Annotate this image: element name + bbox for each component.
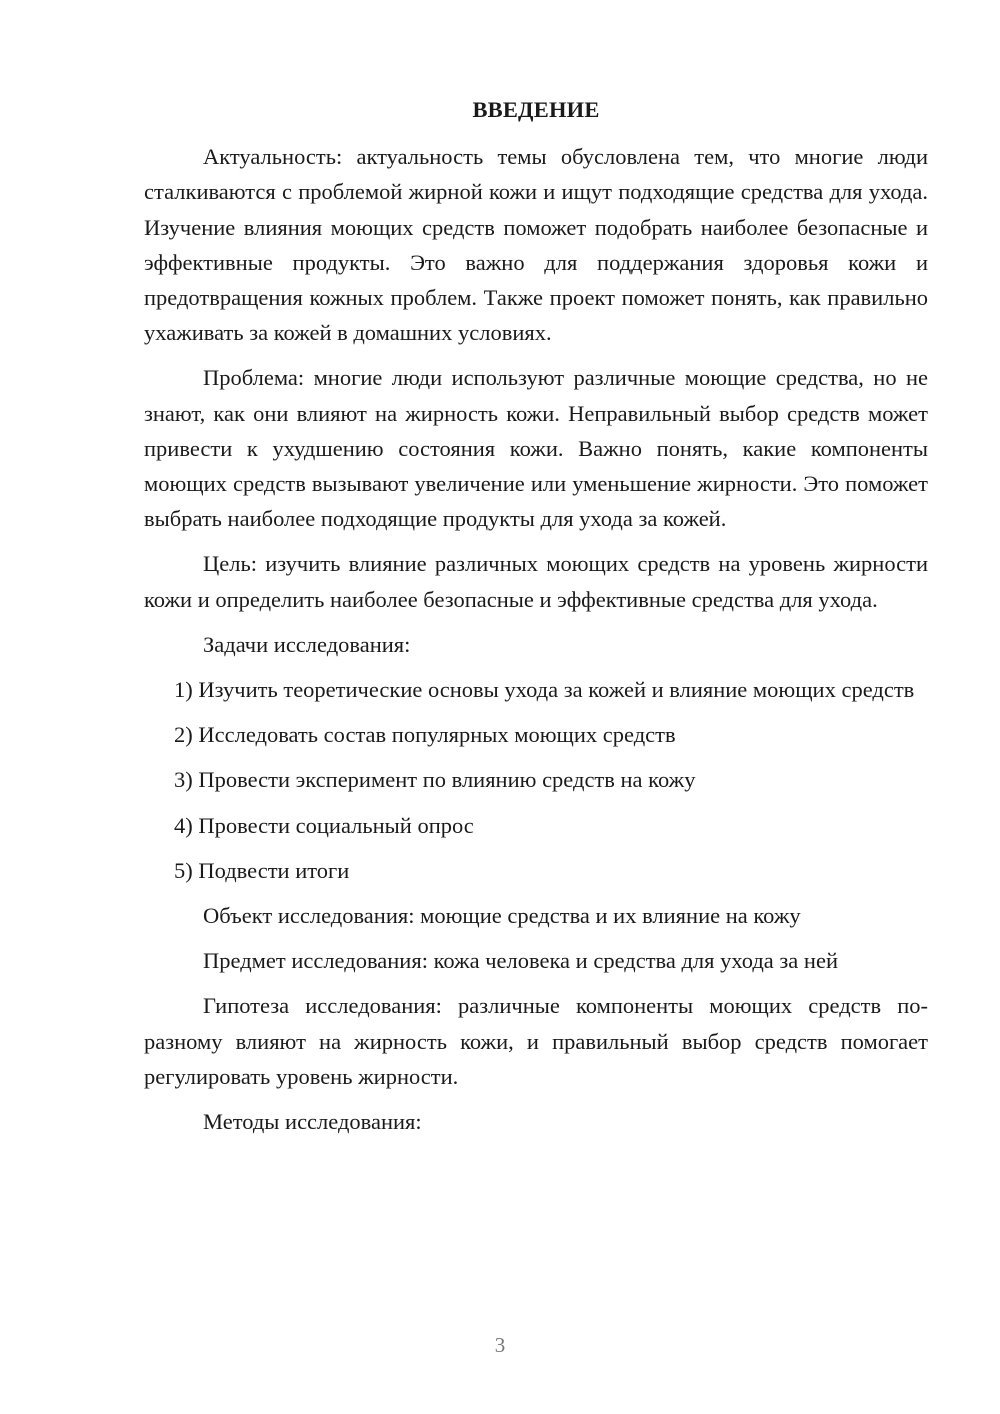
task-item-3: 3) Провести эксперимент по влиянию средств на кожу <box>174 767 696 793</box>
methods-heading: Методы исследования: <box>203 1109 422 1135</box>
subject-paragraph: Предмет исследования: кожа человека и средства для ухода за ней <box>203 948 838 974</box>
page-content <box>144 92 928 1149</box>
hypothesis-paragraph: Гипотеза исследования: различные компоненты моющих средств по-разному влияют на жирность кожи, и правильный выбор средств помогает регулировать уровень жирности. <box>144 993 928 1089</box>
task-item-2: 2) Исследовать состав популярных моющих средств <box>174 722 676 748</box>
task-item-5: 5) Подвести итоги <box>174 857 350 883</box>
problem-paragraph: Проблема: многие люди используют различные моющие средства, но не знают, как они влияют на жирность кожи. Неправильный выбор средств может привести к ухудшению состояния кожи. Важно понять, какие компоненты моющих средств вызывают увеличение или уменьшение жирности. Это поможет выбрать наиболее подходящие продукты для ухода за кожей. <box>144 365 928 532</box>
page-title: ВВЕДЕНИЕ <box>472 97 600 122</box>
page-number: 3 <box>494 1333 506 1357</box>
relevance-paragraph: Актуальность: актуальность темы обусловлена тем, что многие люди сталкиваются с проблемой жирной кожи и ищут подходящие средства для ухода. Изучение влияния моющих средств поможет подобрать наиболее безопасные и эффективные продукты. Это важно для поддержания здоровья кожи и предотвращения кожных проблем. Также проект поможет понять, как правильно ухаживать за кожей в домашних условиях. <box>144 144 928 346</box>
task-item-4: 4) Провести социальный опрос <box>174 812 474 838</box>
goal-paragraph: Цель: изучить влияние различных моющих средств на уровень жирности кожи и определить наиболее безопасные и эффективные средства для ухода. <box>144 551 928 612</box>
task-item-1: 1) Изучить теоретические основы ухода за кожей и влияние моющих средств <box>174 677 915 703</box>
object-paragraph: Объект исследования: моющие средства и их влияние на кожу <box>203 903 801 929</box>
tasks-heading: Задачи исследования: <box>203 631 411 657</box>
